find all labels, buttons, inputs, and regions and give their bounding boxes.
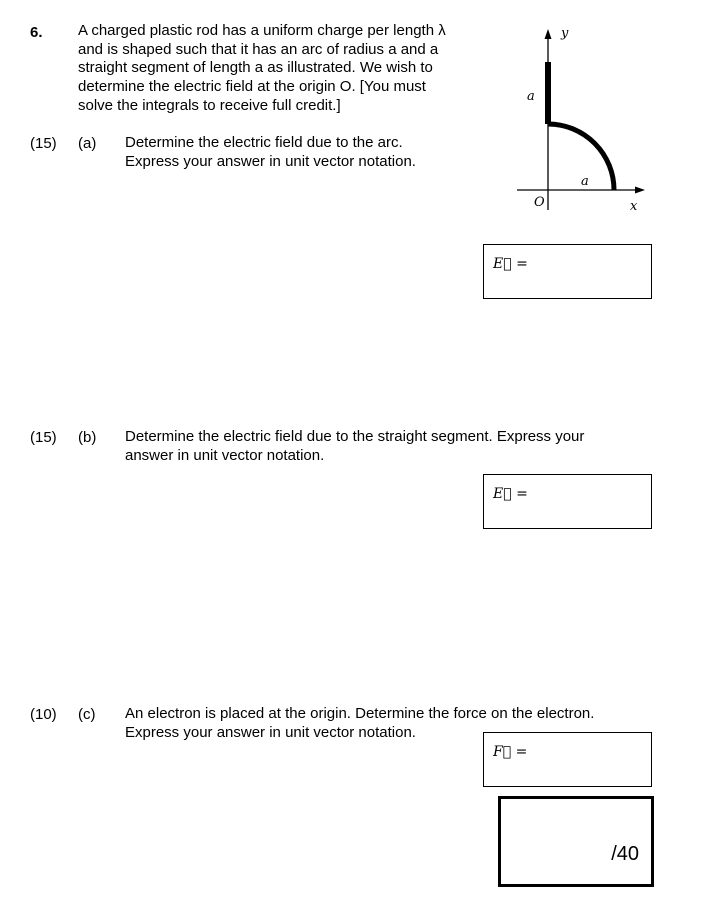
- part-c-text: An electron is placed at the origin. Determine the force on the electron. Express your answer in unit vector notation.: [125, 705, 595, 741]
- segment-length-label: a: [527, 89, 535, 104]
- rod-diagram: [505, 20, 665, 220]
- part-c-points: (10): [30, 706, 57, 723]
- part-a-points: (15): [30, 135, 57, 152]
- question-stem: A charged plastic rod has a uniform charge per length λ and is shaped such that it has an arc of radius a and a straight segment of length a as illustrated. We wish to determine the electric field at the origin O. [You must solve the integrals to receive full credit.]: [78, 22, 446, 114]
- part-b-text: Determine the electric field due to the straight segment. Express your answer in unit vector notation.: [125, 428, 585, 464]
- part-b-points: (15): [30, 429, 57, 446]
- part-c-answer-label: F⃗ =: [493, 744, 528, 760]
- part-b-answer-box[interactable]: [483, 474, 652, 529]
- x-axis-label: x: [630, 199, 638, 214]
- y-axis-label: y: [561, 26, 569, 41]
- radius-label: a: [581, 174, 589, 189]
- part-a-letter: (a): [78, 135, 97, 152]
- y-axis-arrow: [545, 29, 552, 39]
- part-a-answer-box[interactable]: [483, 244, 652, 299]
- part-a-answer-label: E⃗ =: [493, 256, 528, 272]
- part-b-answer-label: E⃗ =: [493, 486, 528, 502]
- part-b-letter: (b): [78, 429, 97, 446]
- score-box[interactable]: [498, 796, 654, 887]
- part-a-text: Determine the electric field due to the arc. Express your answer in unit vector notation.: [125, 134, 416, 170]
- part-c-letter: (c): [78, 706, 96, 723]
- score-total: /40: [611, 843, 639, 865]
- question-number: 6.: [30, 24, 43, 41]
- origin-label: O: [534, 195, 545, 210]
- x-axis-arrow: [635, 187, 645, 194]
- part-c-answer-box[interactable]: [483, 732, 652, 787]
